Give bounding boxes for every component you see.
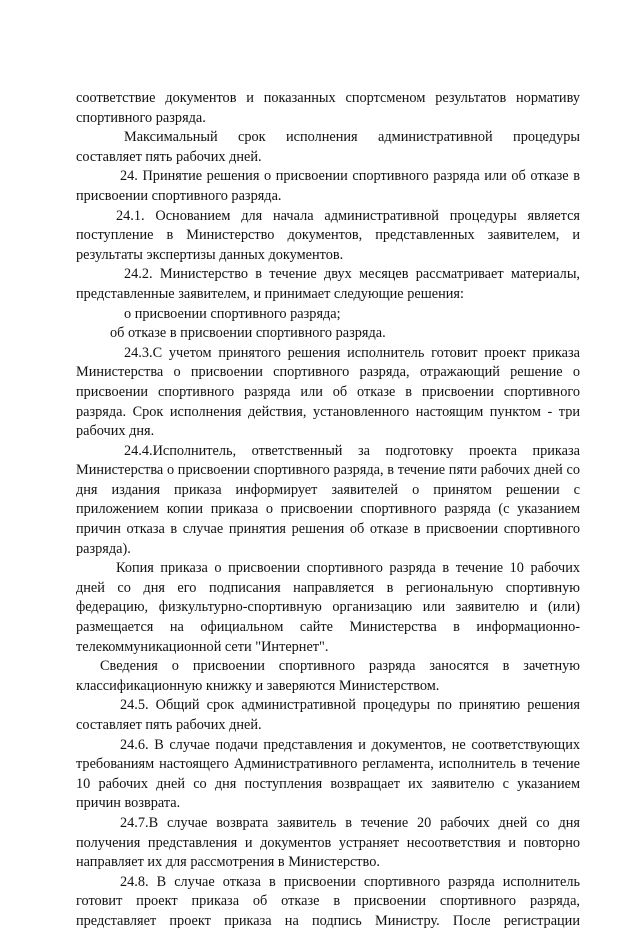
paragraph: 24.1. Основанием для начала административной процедуры является поступление в Министерство документов, представленных заявителем, и результаты экспертизы данных документов. <box>76 207 580 263</box>
paragraph: об отказе в присвоении спортивного разряда. <box>110 325 386 342</box>
paragraph: 24.3.С учетом принятого решения исполнитель готовит проект приказа Министерства о присвоении спортивного разряда, отражающий решение о присвоении спортивного разряда или об отказе в присвоении спортивного разряда. Срок исполнения действия, установленного настоящим пунктом - три рабочих дня. <box>76 344 580 440</box>
paragraph: 24.7.В случае возврата заявитель в течение 20 рабочих дней со дня получения представления и документов устраняет несоответствия и повторно направляет их для рассмотрения в Министерство. <box>76 814 580 871</box>
paragraph: 24. Принятие решения о присвоении спортивного разряда или об отказе в присвоении спортивного разряда. <box>76 168 580 204</box>
paragraph: Максимальный срок исполнения административной процедуры составляет пять рабочих дней. <box>76 129 580 165</box>
paragraph: 24.8. В случае отказа в присвоении спортивного разряда исполнитель готовит проект приказа об отказе в присвоении спортивного разряда, представляет проект приказа на подпись Министру. После регистрации <box>76 873 580 929</box>
paragraph: 24.2. Министерство в течение двух месяцев рассматривает материалы, представленные заявителем, и принимает следующие решения: <box>76 266 580 302</box>
paragraph: Сведения о присвоении спортивного разряда заносятся в зачетную классификационную книжку и заверяются Министерством. <box>76 658 580 694</box>
paragraph: Копия приказа о присвоении спортивного разряда в течение 10 рабочих дней со дня его подписания направляется в региональную спортивную федерацию, физкультурно-спортивную организацию или заявителю и (или) размещается на официальном сайте Министерства в информационно-телекоммуникационной сети "Интернет". <box>76 560 580 655</box>
document-body <box>76 89 580 932</box>
paragraph: соответствие документов и показанных спортсменом результатов нормативу спортивного разряда. <box>76 90 580 126</box>
paragraph: 24.4.Исполнитель, ответственный за подготовку проекта приказа Министерства о присвоении спортивного разряда, в течение пяти рабочих дней со дня издания приказа информирует заявителей о принятом решении с приложением копии приказа о присвоении спортивного разряда (с указанием причин отказа в случае принятия решения об отказе в присвоении спортивного разряда). <box>76 442 580 557</box>
paragraph: 24.5. Общий срок административной процедуры по принятию решения составляет пять рабочих дней. <box>76 697 580 733</box>
paragraph: 24.6. В случае подачи представления и документов, не соответствующих требованиям настоящего Административного регламента, исполнитель в течение 10 рабочих дней со дня поступления возвращает их заявителю с указанием причин возврата. <box>76 736 580 812</box>
paragraph: о присвоении спортивного разряда; <box>124 305 341 322</box>
